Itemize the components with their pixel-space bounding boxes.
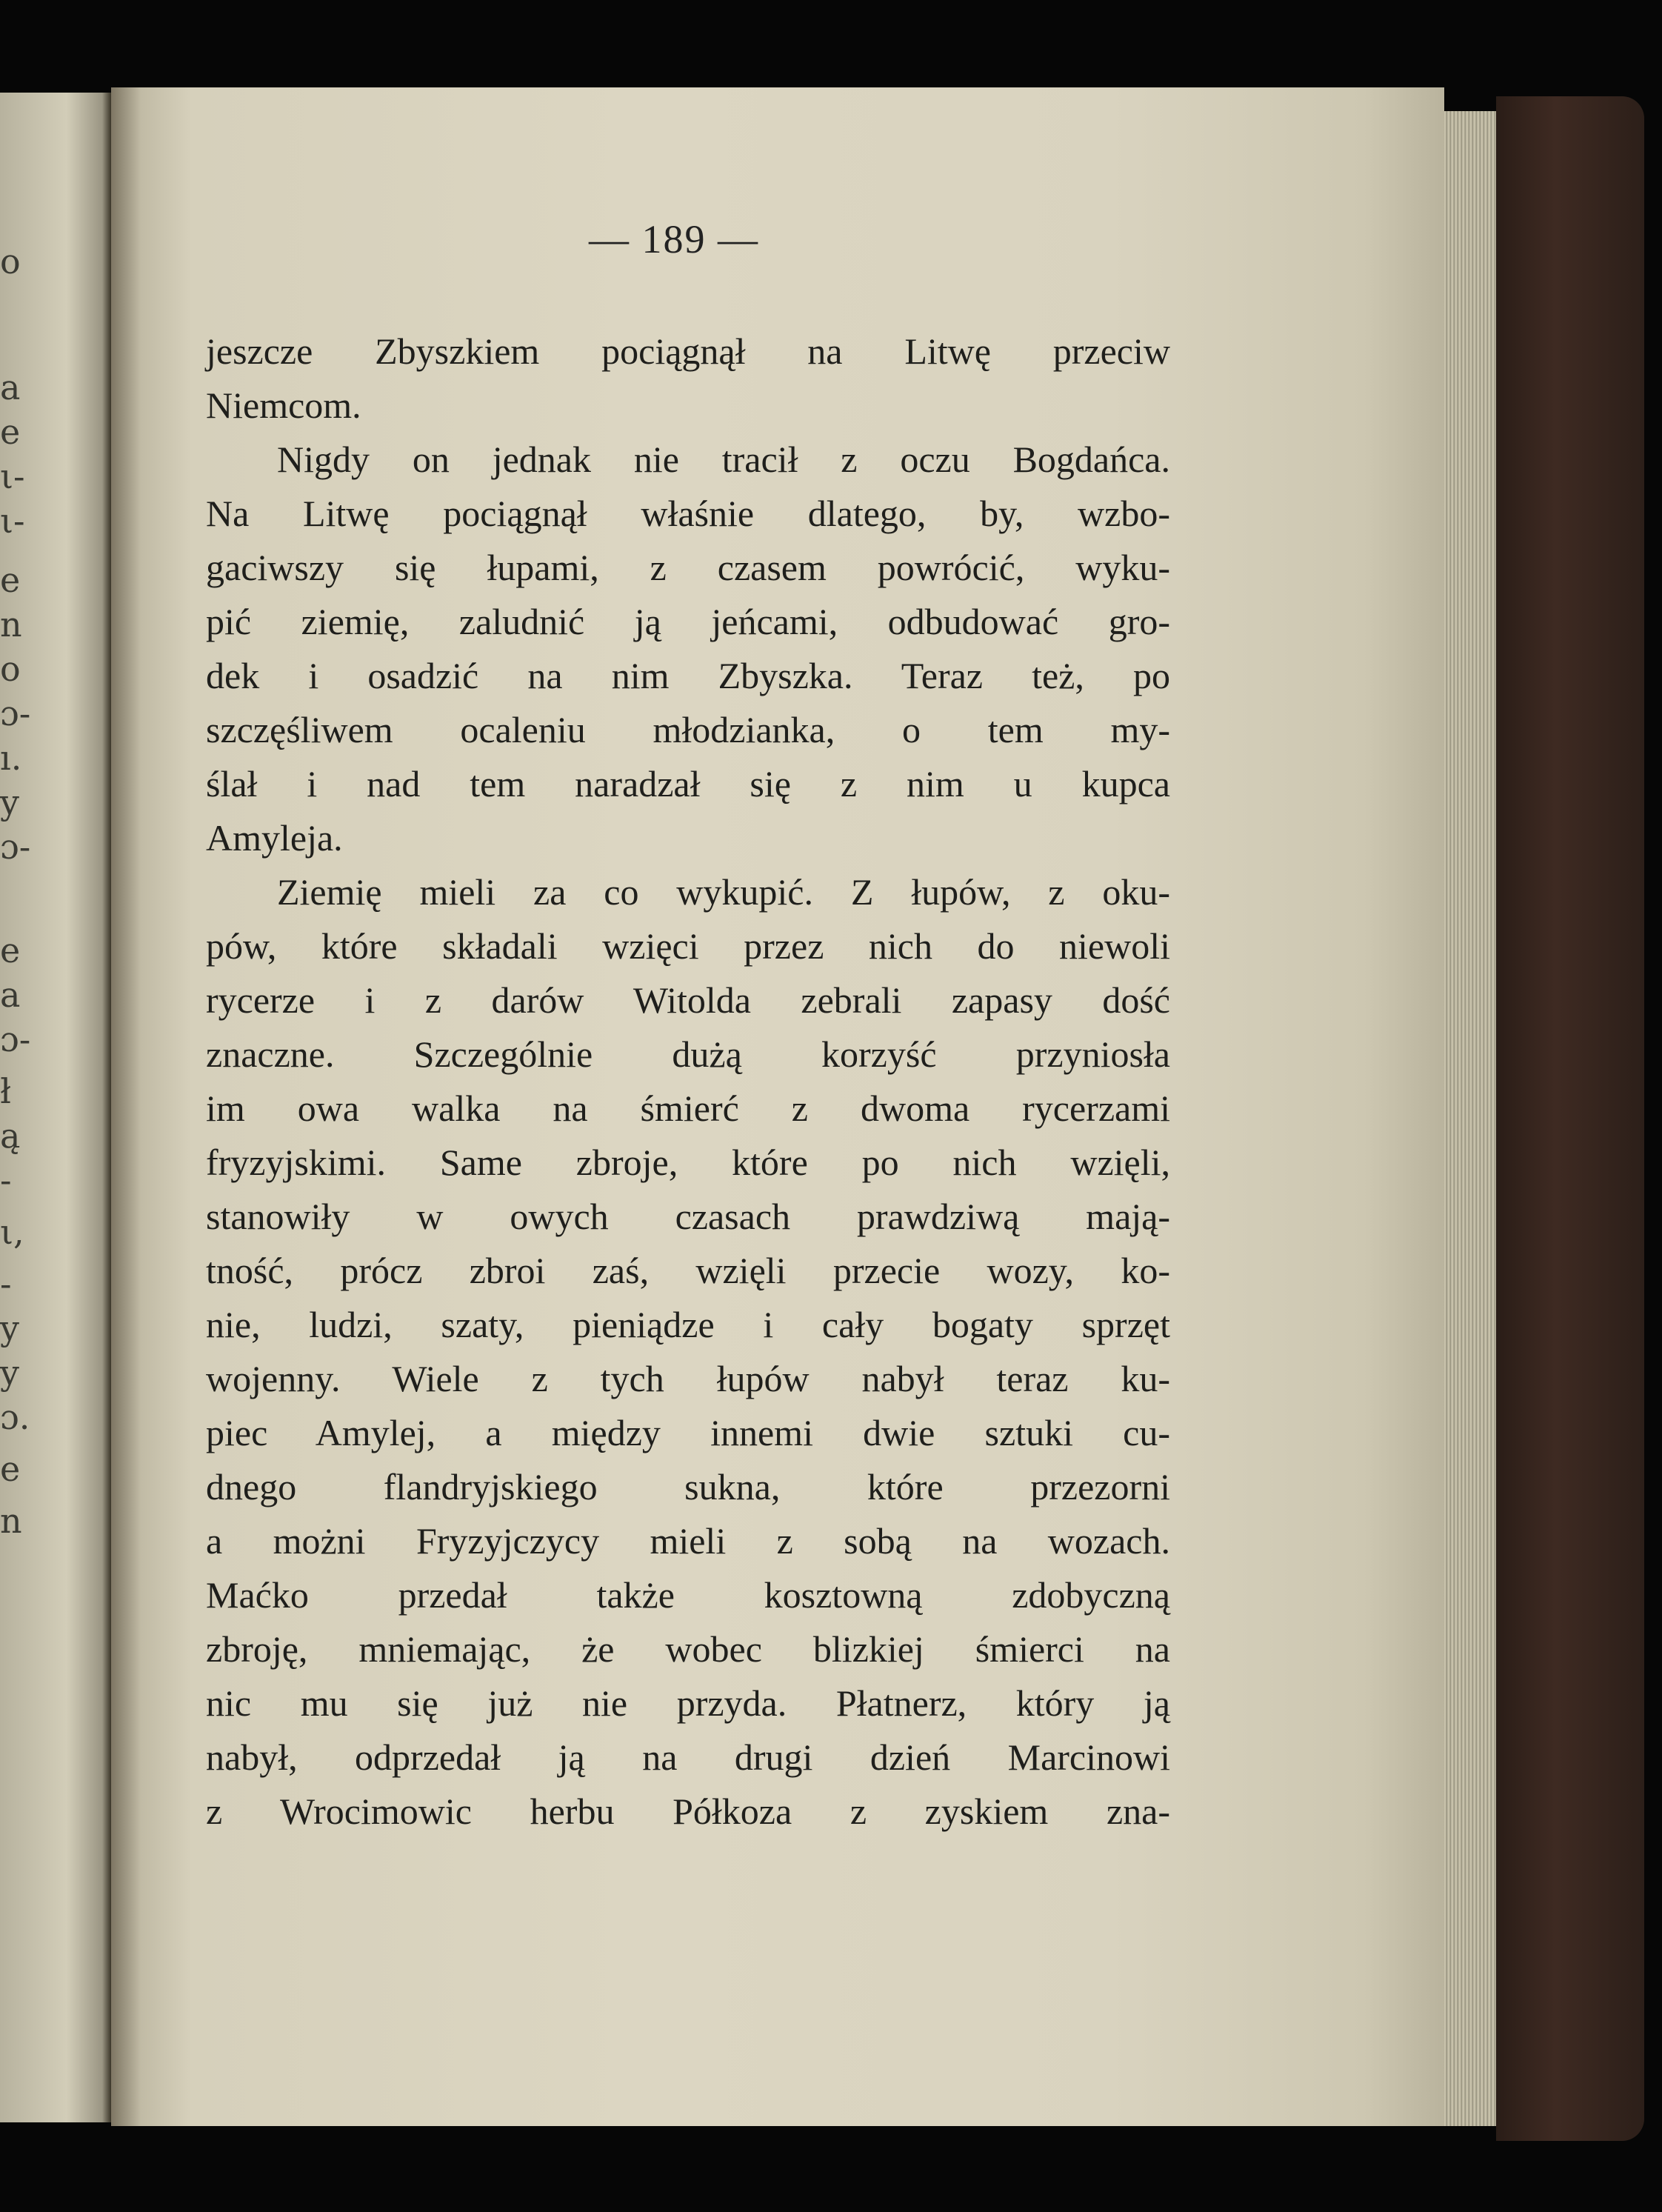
- left-edge-letter: e: [0, 412, 21, 452]
- left-edge-letter: ł: [0, 1071, 11, 1111]
- left-edge-letter: ι,: [0, 1212, 24, 1252]
- text-line: jeszcze Zbyszkiem pociągnął na Litwę przeciw: [206, 330, 1170, 372]
- text-line: nabył, odprzedał ją na drugi dzień Marcinowi: [206, 1736, 1170, 1778]
- text-line: nic mu się już nie przyda. Płatnerz, który ją: [206, 1682, 1170, 1724]
- text-line: fryzyjskimi. Same zbroje, które po nich wzięli,: [206, 1142, 1170, 1183]
- text-line: rycerze i z darów Witolda zebrali zapasy dość: [206, 979, 1170, 1021]
- book-cover: [1496, 96, 1644, 2141]
- gutter-shadow: [111, 87, 141, 2126]
- text-line: piec Amylej, a między innemi dwie sztuki cu-: [206, 1412, 1170, 1453]
- text-line: pić ziemię, zaludnić ją jeńcami, odbudować gro-: [206, 601, 1170, 642]
- text-line: stanowiły w owych czasach prawdziwą mają-: [206, 1196, 1170, 1237]
- left-page-edge-letters: [0, 93, 67, 2122]
- left-edge-letter: y: [0, 1308, 19, 1348]
- text-line: nie, ludzi, szaty, pieniądze i cały bogaty sprzęt: [206, 1304, 1170, 1345]
- left-edge-letter: a: [0, 975, 21, 1015]
- text-line: wojenny. Wiele z tych łupów nabył teraz ku-: [206, 1358, 1170, 1399]
- left-edge-letter: -: [0, 1160, 12, 1200]
- text-line: Amyleja.: [206, 817, 343, 859]
- left-edge-letter: y: [0, 1353, 19, 1393]
- left-edge-letter: e: [0, 930, 21, 970]
- body-text: [206, 324, 1170, 1839]
- left-edge-letter: ɔ-: [0, 827, 31, 867]
- left-edge-letter: ı.: [0, 738, 22, 778]
- left-edge-letter: o: [0, 649, 21, 689]
- text-line: Ziemię mieli za co wykupić. Z łupów, z oku-: [277, 871, 1170, 913]
- left-edge-letter: ɔ-: [0, 1019, 31, 1059]
- left-edge-letter: y: [0, 782, 19, 822]
- left-edge-letter: e: [0, 1449, 21, 1489]
- left-edge-letter: -: [0, 1264, 12, 1304]
- text-line: zbroję, mniemając, że wobec blizkiej śmierci na: [206, 1628, 1170, 1670]
- text-line: gaciwszy się łupami, z czasem powrócić, wyku-: [206, 547, 1170, 588]
- left-edge-letter: ɔ.: [0, 1397, 30, 1437]
- text-line: tność, prócz zbroi zaś, wzięli przecie wozy, ko-: [206, 1250, 1170, 1291]
- left-edge-letter: a: [0, 367, 21, 407]
- left-edge-letter: ι-: [0, 456, 25, 496]
- left-page: [0, 93, 111, 2122]
- left-edge-letter: e: [0, 560, 21, 600]
- left-edge-letter: ι-: [0, 501, 25, 541]
- text-line: Maćko przedał także kosztowną zdobyczną: [206, 1574, 1170, 1616]
- text-line: Na Litwę pociągnął właśnie dlatego, by, wzbo-: [206, 493, 1170, 534]
- text-line: ślał i nad tem naradzał się z nim u kupca: [206, 763, 1170, 804]
- text-line: a możni Fryzyjczycy mieli z sobą na wozach.: [206, 1520, 1170, 1562]
- text-line: z Wrocimowic herbu Półkoza z zyskiem zna-: [206, 1790, 1170, 1832]
- text-line: dnego flandryjskiego sukna, które przezorni: [206, 1466, 1170, 1508]
- text-line: szczęśliwem ocaleniu młodzianka, o tem my-: [206, 709, 1170, 750]
- text-line: Niemcom.: [206, 384, 361, 426]
- left-edge-letter: ą: [0, 1116, 21, 1156]
- left-edge-letter: n: [0, 604, 22, 644]
- page-stack-edge: [1444, 111, 1496, 2126]
- text-line: znaczne. Szczególnie dużą korzyść przyniosła: [206, 1033, 1170, 1075]
- left-edge-letter: n: [0, 1501, 22, 1541]
- text-line: im owa walka na śmierć z dwoma rycerzami: [206, 1087, 1170, 1129]
- text-line: Nigdy on jednak nie tracił z oczu Bogdańca.: [277, 439, 1170, 480]
- left-edge-letter: ɔ-: [0, 693, 31, 733]
- text-line: pów, które składali wzięci przez nich do niewoli: [206, 925, 1170, 967]
- text-line: dek i osadzić na nim Zbyszka. Teraz też, po: [206, 655, 1170, 696]
- left-edge-letter: o: [0, 241, 21, 282]
- page-number: — 189 —: [589, 217, 759, 261]
